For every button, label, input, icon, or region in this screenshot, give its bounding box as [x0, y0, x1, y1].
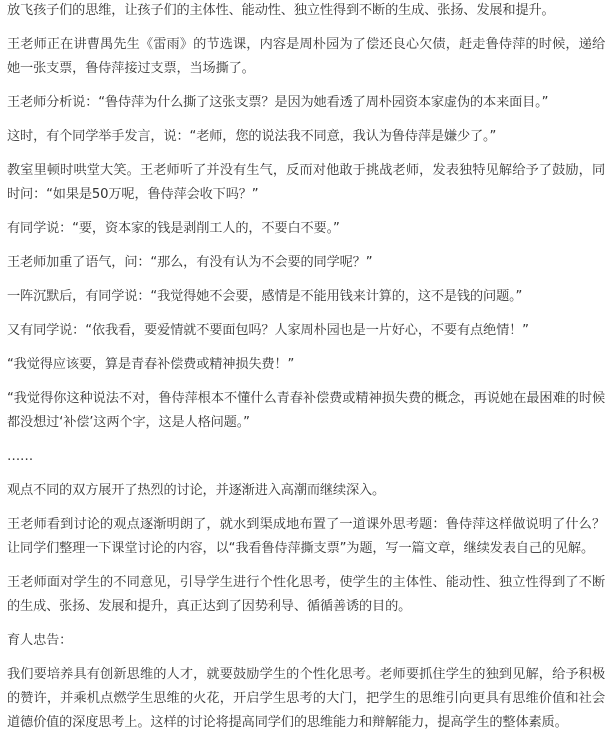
- paragraph-teacher-analysis: 王老师分析说：“鲁侍萍为什么撕了这张支票？是因为她看透了周朴园资本家虚伪的本来面目。”: [7, 95, 549, 110]
- article-body: [7, 0, 605, 735]
- paragraph-ellipsis: ……: [7, 449, 34, 464]
- paragraph-student-bread: 又有同学说：“依我看，要爱情就不要面包吗？人家周朴园也是一片好心，不要有点绝情！”: [7, 323, 529, 338]
- paragraph-discussion: 观点不同的双方展开了热烈的讨论，并逐渐进入高潮而继续深入。: [7, 483, 386, 498]
- paragraph-student-compensation: “我觉得应该要，算是青春补偿费或精神损失费！”: [7, 357, 295, 372]
- paragraph-homework: 王老师看到讨论的观点逐渐明朗了，就水到渠成地布置了一道课外思考题：鲁侍萍这样做说明了什么？让同学们整理一下课堂讨论的内容，以“我看鲁侍萍撕支票”为题，写一篇文章，继续发表自己的见解。: [7, 517, 605, 556]
- paragraph-teacher-question: 王老师加重了语气，问：“那么，有没有认为不会要的同学呢？”: [7, 255, 373, 270]
- paragraph-class-laughter: 教室里顿时哄堂大笑。王老师听了并没有生气，反而对他敢于挑战老师，发表独特见解给予了鼓励，同时问：“如果是50万呢，鲁侍萍会收下吗？”: [7, 163, 605, 202]
- paragraph-lesson-context: 王老师正在讲曹禺先生《雷雨》的节选课，内容是周朴园为了偿还良心欠债，赶走鲁侍萍的时候，递给她一张支票，鲁侍萍接过支票，当场撕了。: [7, 37, 605, 76]
- paragraph-advice: 我们要培养具有创新思维的人才，就要鼓励学生的个性化思考。老师要抓住学生的独到见解，给予积极的赞许，并乘机点燃学生思维的火花，开启学生思考的大门，把学生的思维引向更具有思维价值和社会道德价值的深度思考上。这样的讨论将提高同学们的思维能力和辩解能力，提高学生的整体素质。: [7, 667, 605, 730]
- paragraph-student-no: 一阵沉默后，有同学说：“我觉得她不会要，感情是不能用钱来计算的，这不是钱的问题。”: [7, 289, 523, 304]
- section-heading-advice: 育人忠告：: [7, 633, 73, 648]
- paragraph-intro: 放飞孩子们的思维，让孩子们的主体性、能动性、独立性得到不断的生成、张扬、发展和提升。: [7, 3, 555, 18]
- paragraph-student-yes: 有同学说：“要，资本家的钱是剥削工人的，不要白不要。”: [7, 221, 340, 236]
- paragraph-student-dignity: “我觉得你这种说法不对，鲁侍萍根本不懂什么青春补偿费或精神损失费的概念，再说她在最困难的时候都没想过‘补偿’这两个字，这是人格问题。”: [7, 391, 605, 430]
- paragraph-student-objection: 这时，有个同学举手发言，说：“老师，您的说法我不同意，我认为鲁侍萍是嫌少了。”: [7, 129, 497, 144]
- paragraph-summary: 王老师面对学生的不同意见，引导学生进行个性化思考，使学生的主体性、能动性、独立性得到了不断的生成、张扬、发展和提升，真正达到了因势利导、循循善诱的目的。: [7, 575, 605, 614]
